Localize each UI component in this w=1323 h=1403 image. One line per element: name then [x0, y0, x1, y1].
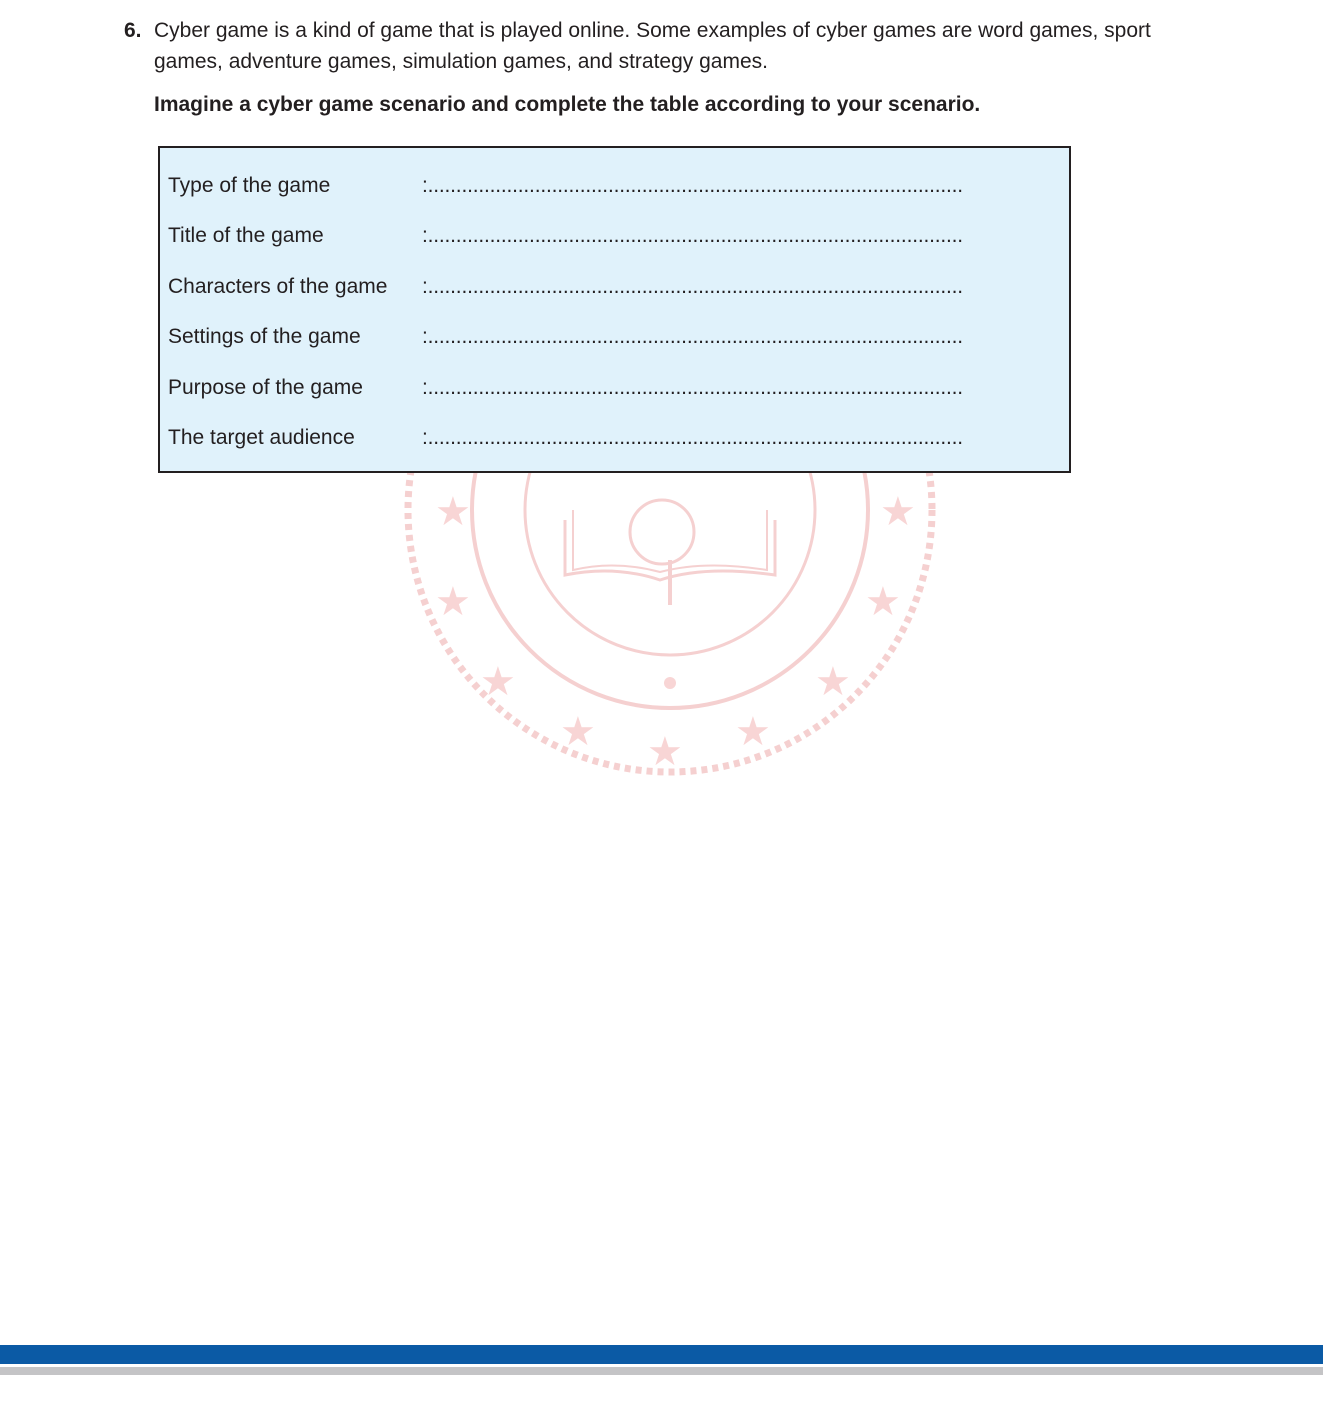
svg-text:★: ★ — [735, 709, 771, 755]
table-row — [168, 373, 1048, 403]
answer-blank-title[interactable]: :............................................................................................... — [422, 224, 963, 247]
svg-text:★: ★ — [435, 489, 471, 535]
svg-text:★: ★ — [880, 489, 916, 535]
table-row — [168, 423, 1048, 453]
footer-bar-gray — [0, 1367, 1323, 1375]
question-instruction: Imagine a cyber game scenario and complete the table according to your scenario. — [154, 93, 981, 116]
table-row — [168, 221, 1048, 251]
svg-text:★: ★ — [815, 659, 851, 705]
answer-blank-type[interactable]: :............................................................................................... — [422, 174, 963, 197]
question-text: Cyber game is a kind of game that is played online. Some examples of cyber games are word games, sport games, adventure games, simulation games, and strategy games. — [154, 19, 1151, 73]
row-label-type: Type of the game — [168, 174, 331, 197]
question-number: 6. — [124, 19, 142, 42]
svg-text:★: ★ — [560, 709, 596, 755]
svg-text:★: ★ — [647, 729, 683, 775]
table-row — [168, 171, 1048, 201]
row-label-settings: Settings of the game — [168, 325, 361, 348]
table-row — [168, 322, 1048, 352]
row-label-title: Title of the game — [168, 224, 324, 247]
row-label-purpose: Purpose of the game — [168, 376, 363, 399]
svg-text:★: ★ — [865, 579, 901, 625]
svg-text:★: ★ — [480, 659, 516, 705]
svg-text:★: ★ — [435, 579, 471, 625]
answer-blank-settings[interactable]: :............................................................................................... — [422, 325, 963, 348]
answer-blank-characters[interactable]: :............................................................................................... — [422, 275, 963, 298]
row-label-audience: The target audience — [168, 426, 355, 449]
footer-bar-blue — [0, 1345, 1323, 1364]
scenario-table — [158, 146, 1071, 473]
answer-blank-purpose[interactable]: :............................................................................................... — [422, 376, 963, 399]
answer-blank-audience[interactable]: :............................................................................................... — [422, 426, 963, 449]
row-label-characters: Characters of the game — [168, 275, 388, 298]
table-row — [168, 272, 1048, 302]
